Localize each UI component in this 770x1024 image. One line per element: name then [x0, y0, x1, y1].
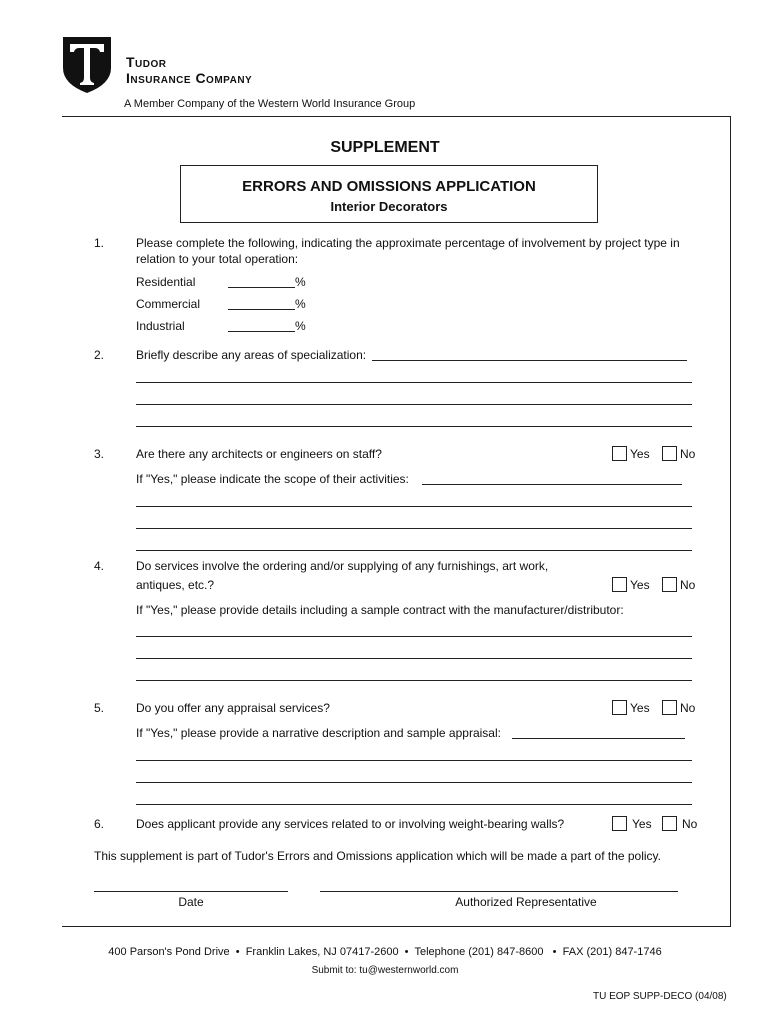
q3-yes-checkbox[interactable]: [612, 446, 627, 461]
industrial-field[interactable]: [228, 331, 295, 332]
residential-label: Residential: [136, 275, 196, 289]
q4-text-line2: antiques, etc.?: [136, 578, 215, 592]
q4-yes-label: Yes: [630, 578, 650, 592]
q6-no-label: No: [682, 817, 698, 831]
q3-number: 3.: [94, 447, 105, 461]
q5-answer-line-3[interactable]: [136, 782, 692, 783]
supplement-statement: This supplement is part of Tudor's Errors and Omissions application which will be made a part of the policy.: [94, 849, 661, 863]
date-line[interactable]: [94, 891, 288, 892]
residential-field[interactable]: [228, 287, 295, 288]
q2-number: 2.: [94, 348, 105, 362]
company-name-line2: Insurance Company: [126, 70, 253, 86]
q2-answer-line[interactable]: [372, 360, 687, 361]
q4-answer-line-3[interactable]: [136, 680, 692, 681]
authorized-rep-line[interactable]: [320, 891, 678, 892]
q3-followup: If "Yes," please indicate the scope of their activities:: [136, 472, 409, 486]
q6-text: Does applicant provide any services related to or involving weight-bearing walls?: [136, 817, 565, 831]
q5-no-checkbox[interactable]: [662, 700, 677, 715]
q6-yes-label: Yes: [632, 817, 652, 831]
residential-unit: %: [295, 275, 306, 289]
commercial-unit: %: [295, 297, 306, 311]
q3-yes-label: Yes: [630, 447, 650, 461]
q4-no-checkbox[interactable]: [662, 577, 677, 592]
q3-no-label: No: [680, 447, 696, 461]
q6-number: 6.: [94, 817, 105, 831]
q1-text-line2: relation to your total operation:: [136, 252, 299, 266]
q3-answer-line-3[interactable]: [136, 528, 692, 529]
q3-answer-line[interactable]: [422, 484, 682, 485]
date-label: Date: [178, 895, 204, 909]
industrial-label: Industrial: [136, 319, 185, 333]
company-logo: [62, 36, 112, 94]
q5-yes-label: Yes: [630, 701, 650, 715]
q4-number: 4.: [94, 559, 105, 573]
q1-number: 1.: [94, 236, 105, 250]
q6-yes-checkbox[interactable]: [612, 816, 627, 831]
q5-answer-line[interactable]: [512, 738, 685, 739]
q2-answer-line-3[interactable]: [136, 404, 692, 405]
commercial-label: Commercial: [136, 297, 201, 311]
q2-answer-line-4[interactable]: [136, 426, 692, 427]
q5-followup: If "Yes," please provide a narrative description and sample appraisal:: [136, 726, 501, 740]
q5-text: Do you offer any appraisal services?: [136, 701, 330, 715]
q4-no-label: No: [680, 578, 696, 592]
q4-followup: If "Yes," please provide details including a sample contract with the manufacturer/distributor:: [136, 603, 624, 617]
authorized-rep-label: Authorized Representative: [455, 895, 597, 909]
application-subtitle: Interior Decorators: [330, 199, 448, 214]
form-code: TU EOP SUPP-DECO (04/08): [593, 991, 727, 1002]
q2-answer-line-2[interactable]: [136, 382, 692, 383]
q4-text-line1: Do services involve the ordering and/or supplying of any furnishings, art work,: [136, 559, 549, 573]
q3-no-checkbox[interactable]: [662, 446, 677, 461]
q5-answer-line-2[interactable]: [136, 760, 692, 761]
q4-yes-checkbox[interactable]: [612, 577, 627, 592]
q5-number: 5.: [94, 701, 105, 715]
member-line: A Member Company of the Western World Insurance Group: [124, 98, 416, 110]
supplement-title: SUPPLEMENT: [330, 139, 440, 156]
q2-text: Briefly describe any areas of specialization:: [136, 348, 367, 362]
company-name-line1: Tudor: [126, 54, 167, 70]
q5-answer-line-4[interactable]: [136, 804, 692, 805]
q4-answer-line-1[interactable]: [136, 636, 692, 637]
q6-no-checkbox[interactable]: [662, 816, 677, 831]
q1-text-line1: Please complete the following, indicating the approximate percentage of involvement by project type in: [136, 236, 680, 250]
q3-answer-line-2[interactable]: [136, 506, 692, 507]
q4-answer-line-2[interactable]: [136, 658, 692, 659]
application-title: ERRORS AND OMISSIONS APPLICATION: [242, 178, 536, 195]
q3-text: Are there any architects or engineers on staff?: [136, 447, 382, 461]
industrial-unit: %: [295, 319, 306, 333]
q5-no-label: No: [680, 701, 696, 715]
footer-submit: Submit to: tu@westernworld.com: [311, 965, 459, 976]
footer-address: 400 Parson's Pond Drive • Franklin Lakes, NJ 07417-2600 • Telephone (201) 847-8600 • FAX (201) 847-1746: [108, 946, 662, 958]
commercial-field[interactable]: [228, 309, 295, 310]
q3-answer-line-4[interactable]: [136, 550, 692, 551]
q5-yes-checkbox[interactable]: [612, 700, 627, 715]
